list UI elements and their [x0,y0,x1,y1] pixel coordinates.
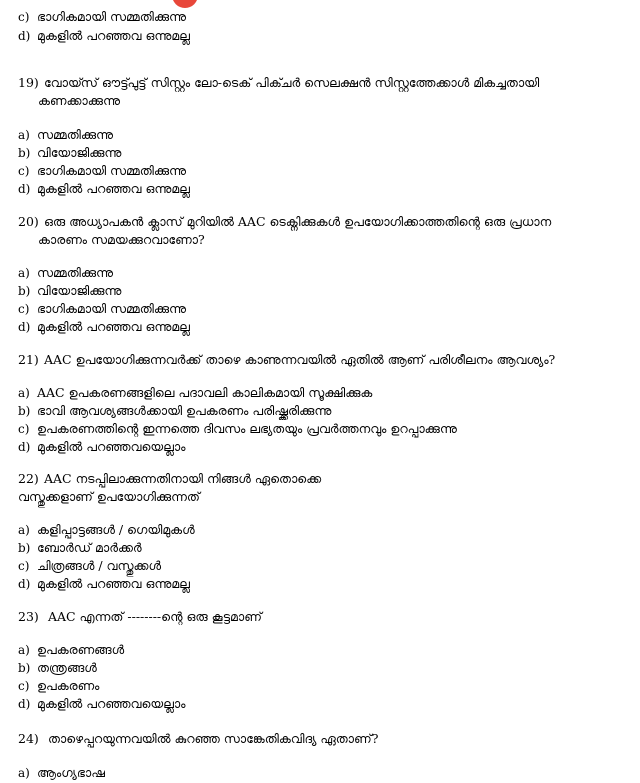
question-24: 24) താഴെപ്പറയുന്നവയിൽ കുറഞ്ഞ സാങ്കേതികവിദ്യ ഏതാണ്? [18,731,379,746]
option-a: a) ആംഗ്യഭാഷ [18,765,105,780]
option-c: c) ഭാഗികമായി സമ്മതിക്കുന്നു [18,163,187,178]
question-19: 19) വോയ്സ് ഔട്ട്പുട്ട് സിസ്റ്റം ലോ-ടെക് പിക്ചർ സെലക്ഷൻ സിസ്റ്റത്തേക്കാൾ മികച്ചതായി കണക്കാക്കുന്നു [18,75,540,108]
option-c: c) ഭാഗികമായി സമ്മതിക്കുന്നു [18,9,187,24]
question-22: 22) AAC നടപ്പിലാക്കുന്നതിനായി നിങ്ങൾ ഏതൊക്കെ [18,471,322,486]
option-b: b) വിയോജിക്കുന്നു [18,283,122,298]
option-b: b) തന്ത്രങ്ങൾ [18,660,97,675]
option-b: b) ബോർഡ് മാർക്കർ [18,540,142,555]
option-a: a) AAC ഉപകരണങ്ങളിലെ പദാവലി കാലികമായി സൂക്ഷിക്കുക [18,385,373,400]
question-21: 21) AAC ഉപയോഗിക്കുന്നവർക്ക് താഴെ കാണുന്നവയിൽ ഏതിൽ ആണ് പരിശീലനം ആവശ്യം? [18,352,556,367]
question-22-continuation: വസ്തുക്കളാണ് ഉപയോഗിക്കുന്നത് [18,489,200,504]
option-c: c) ഭാഗികമായി സമ്മതിക്കുന്നു [18,301,187,316]
option-d: d) മുകളിൽ പറഞ്ഞവ ഒന്നുമല്ല [18,576,190,591]
option-d: d) മുകളിൽ പറഞ്ഞവയെല്ലാം [18,439,186,454]
question-20: 20) ഒരു അധ്യാപകൻ ക്ലാസ് മുറിയിൽ AAC ടെക്നിക്കുകൾ ഉപയോഗിക്കാത്തതിന്റെ ഒരു പ്രധാന കാരണം സമയക്കുറവാണോ? [18,214,552,247]
option-d: d) മുകളിൽ പറഞ്ഞവ ഒന്നുമല്ല [18,181,190,196]
option-a: a) കളിപ്പാട്ടങ്ങൾ / ഗെയിമുകൾ [18,522,195,537]
option-a: a) സമ്മതിക്കുന്നു [18,127,114,142]
option-c: c) ചിത്രങ്ങൾ / വസ്തുക്കൾ [18,558,162,573]
option-b: b) വിയോജിക്കുന്നു [18,145,122,160]
option-a: a) ഉപകരണങ്ങൾ [18,642,125,657]
option-d: d) മുകളിൽ പറഞ്ഞവ ഒന്നുമല്ല [18,319,190,334]
option-d: d) മുകളിൽ പറഞ്ഞവ ഒന്നുമല്ല [18,28,190,43]
option-c: c) ഉപകരണം [18,678,100,693]
option-d: d) മുകളിൽ പറഞ്ഞവയെല്ലാം [18,696,186,711]
option-b: b) ഭാവി ആവശ്യങ്ങൾക്കായി ഉപകരണം പരിഷ്ക്കരിക്കുന്നു [18,403,332,418]
option-c: c) ഉപകരണത്തിന്റെ ഇന്നത്തെ ദിവസം ലഭ്യതയും പ്രവർത്തനവും ഉറപ്പാക്കുന്നു [18,421,457,436]
option-a: a) സമ്മതിക്കുന്നു [18,265,114,280]
question-23: 23) AAC എന്നത് --------ന്റെ ഒരു കൂട്ടമാണ് [18,609,262,624]
red-circle-mark [172,0,198,8]
